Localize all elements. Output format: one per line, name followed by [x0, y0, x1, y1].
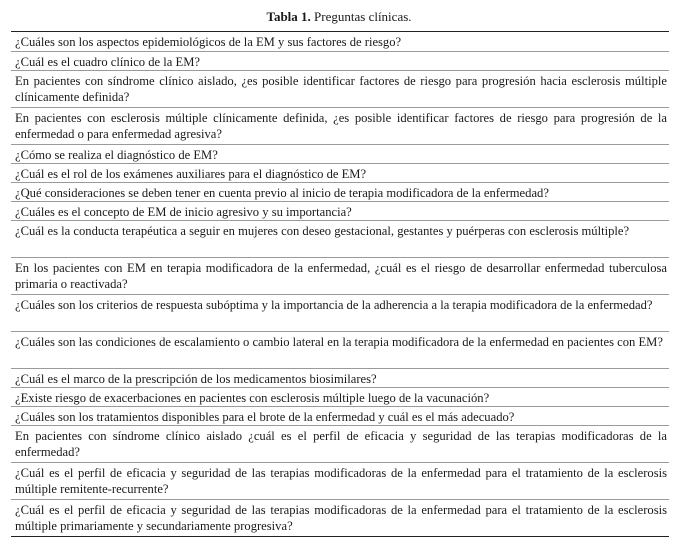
table-caption-text: Preguntas clínicas. [314, 9, 412, 24]
table-row: ¿Cómo se realiza el diagnóstico de EM? [11, 144, 669, 163]
table-row: En pacientes con síndrome clínico aislado, ¿es posible identificar factores de riesgo para progresión hacia esclerosis múltiple clínicamente definida? [11, 70, 669, 107]
table-row: ¿Cuál es el rol de los exámenes auxiliares para el diagnóstico de EM? [11, 163, 669, 182]
table-row: ¿Cuál es el cuadro clínico de la EM? [11, 51, 669, 70]
table-row: ¿Cuáles son los aspectos epidemiológicos de la EM y sus factores de riesgo? [15, 35, 402, 49]
table-row: ¿Cuáles son los tratamientos disponibles para el brote de la enfermedad y cuál es el más adecuado? [11, 406, 669, 425]
clinical-questions-table [11, 31, 669, 537]
table-caption-label: Tabla 1. [266, 9, 311, 24]
table-row: ¿Existe riesgo de exacerbaciones en pacientes con esclerosis múltiple luego de la vacunación? [11, 387, 669, 406]
table-row: ¿Cuál es el marco de la prescripción de los medicamentos biosimilares? [11, 368, 669, 387]
table-row: ¿Cuál es el perfil de eficacia y seguridad de las terapias modificadoras de la enfermedad para el tratamiento de la esclerosis múltiple primariamente y secundariamente progresiva? [11, 499, 669, 536]
table-row: En los pacientes con EM en terapia modificadora de la enfermedad, ¿cuál es el riesgo de desarrollar enfermedad tuberculosa primaria o reactivada? [11, 257, 669, 294]
table-row: En pacientes con síndrome clínico aislado ¿cuál es el perfil de eficacia y seguridad de las terapias modificadoras de la enfermedad? [11, 425, 669, 462]
table-row: ¿Cuáles son las condiciones de escalamiento o cambio lateral en la terapia modificadora de la enfermedad en pacientes con EM? [11, 331, 669, 368]
table-caption [0, 0, 678, 24]
table-row: ¿Cuáles es el concepto de EM de inicio agresivo y su importancia? [11, 201, 669, 220]
table-row: ¿Cuál es la conducta terapéutica a seguir en mujeres con deseo gestacional, gestantes y puérperas con esclerosis múltiple? [11, 220, 669, 257]
table-row: En pacientes con esclerosis múltiple clínicamente definida, ¿es posible identificar factores de riesgo para progresión de la enfermedad o para enfermedad agresiva? [11, 107, 669, 144]
table-row: ¿Cuál es el perfil de eficacia y seguridad de las terapias modificadoras de la enfermedad para el tratamiento de la esclerosis múltiple remitente-recurrente? [11, 462, 669, 499]
table-row: ¿Qué consideraciones se deben tener en cuenta previo al inicio de terapia modificadora de la enfermedad? [11, 182, 669, 201]
table-row: ¿Cuáles son los criterios de respuesta subóptima y la importancia de la adherencia a la terapia modificadora de la enfermedad? [11, 294, 669, 331]
